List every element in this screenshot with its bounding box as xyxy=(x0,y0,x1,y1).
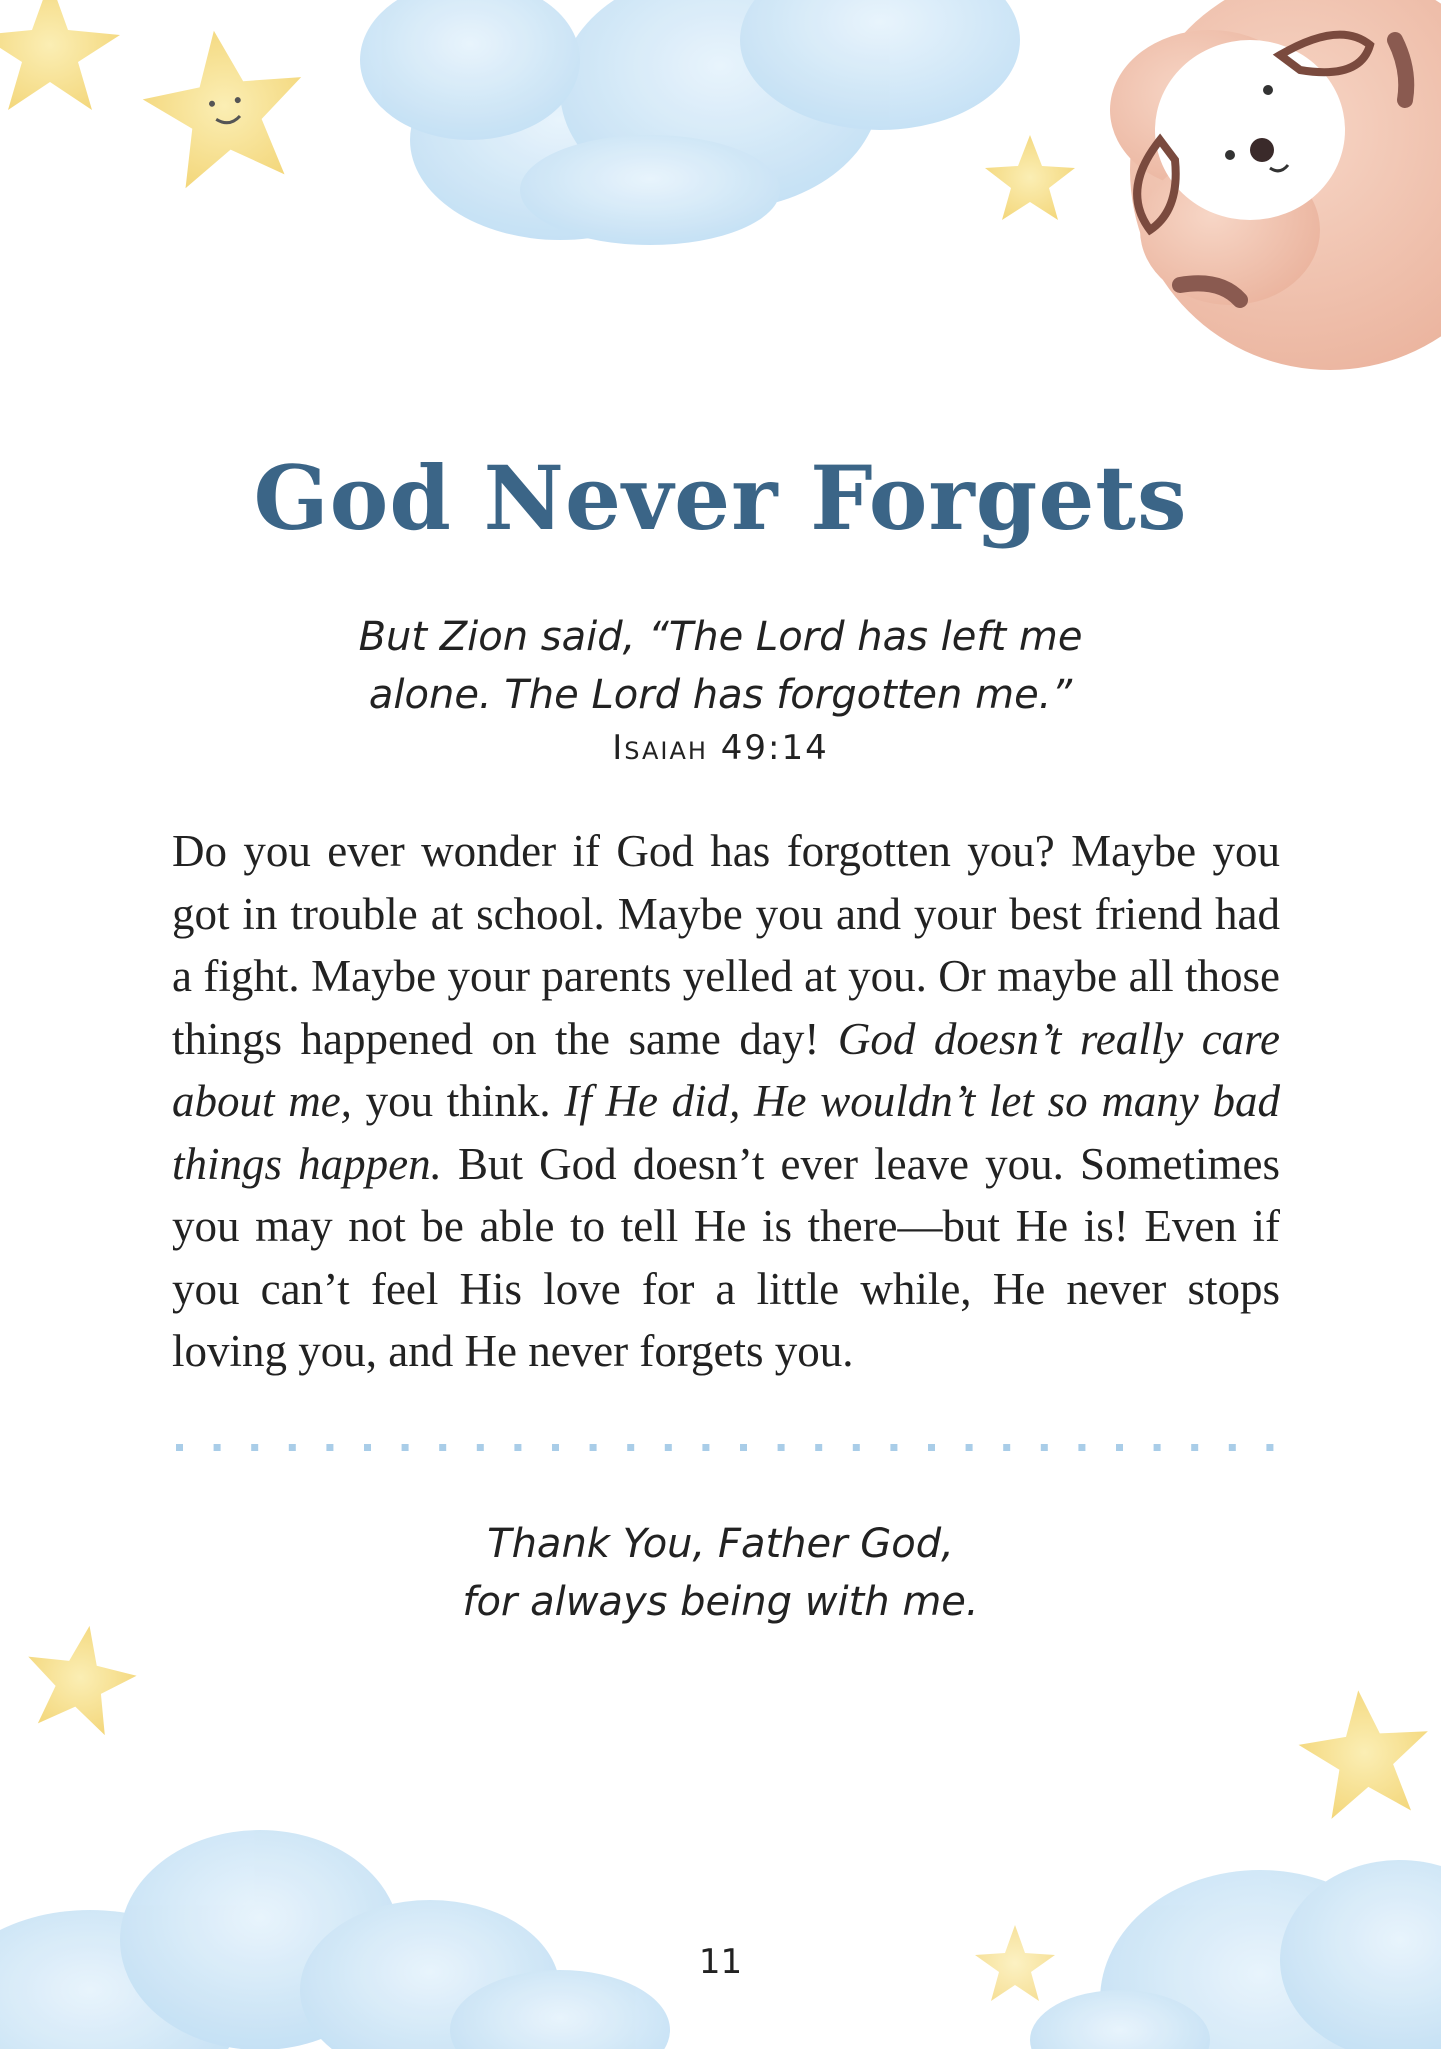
divider-dot xyxy=(1229,1444,1236,1451)
divider-dot xyxy=(251,1444,258,1451)
divider-dot xyxy=(590,1444,597,1451)
divider-dot xyxy=(890,1444,897,1451)
divider-dot xyxy=(552,1444,559,1451)
divider-dot xyxy=(477,1444,484,1451)
verse-line: alone. The Lord has forgotten me.” xyxy=(368,672,1073,718)
star-icon xyxy=(135,20,315,193)
page-number: 11 xyxy=(698,1942,743,1982)
prayer xyxy=(0,1515,1441,1631)
divider-dot xyxy=(627,1444,634,1451)
divider-dot xyxy=(1266,1444,1273,1451)
body-text: you think. xyxy=(351,1076,565,1126)
divider-dot xyxy=(326,1444,333,1451)
body-text: Do you ever wonder if God has forgotten you? Maybe you got in trouble at school. Maybe you and your best friend had a fight. Maybe your parents yelled at you. Or maybe all those things happened on the same day! xyxy=(172,826,1280,1064)
divider-dot xyxy=(402,1444,409,1451)
dotted-divider xyxy=(172,1438,1280,1458)
star-icon xyxy=(17,1616,144,1739)
lamb-icon xyxy=(1110,0,1441,370)
body-text: But God doesn’t ever leave you. Sometimes you may not be able to tell He is there—but He is! Even if you can’t feel His love for a little while, He never stops loving you, and He never forgets you. xyxy=(172,1138,1280,1376)
star-icon xyxy=(1294,1684,1436,1822)
divider-dot xyxy=(1041,1444,1048,1451)
divider-dot xyxy=(439,1444,446,1451)
divider-dot xyxy=(815,1444,822,1451)
divider-dot xyxy=(1191,1444,1198,1451)
star-icon xyxy=(985,135,1075,220)
divider-dot xyxy=(364,1444,371,1451)
divider-dot xyxy=(702,1444,709,1451)
divider-dot xyxy=(176,1444,183,1451)
scripture-verse xyxy=(0,608,1441,724)
divider-dot xyxy=(1116,1444,1123,1451)
divider-dot xyxy=(514,1444,521,1451)
divider-dot xyxy=(740,1444,747,1451)
cloud-icon xyxy=(360,0,1020,245)
body-italic-text: If He did, He wouldn’t let so many bad things happen. xyxy=(172,1076,1280,1189)
divider-dot xyxy=(853,1444,860,1451)
body-italic-text: God doesn’t really care about me, xyxy=(172,1013,1280,1126)
page-title: God Never Forgets xyxy=(253,446,1188,550)
divider-dot xyxy=(966,1444,973,1451)
cloud-icon xyxy=(0,1830,670,2049)
divider-dot xyxy=(778,1444,785,1451)
divider-dot xyxy=(214,1444,221,1451)
scripture-reference: Isaiah 49:14 xyxy=(612,728,829,768)
prayer-line: Thank You, Father God, xyxy=(487,1521,954,1567)
verse-line: But Zion said, “The Lord has left me xyxy=(358,614,1083,660)
divider-dot xyxy=(1078,1444,1085,1451)
divider-dot xyxy=(665,1444,672,1451)
divider-dot xyxy=(928,1444,935,1451)
divider-dot xyxy=(1003,1444,1010,1451)
devotional-body xyxy=(172,820,1280,1383)
divider-dot xyxy=(289,1444,296,1451)
divider-dot xyxy=(1154,1444,1161,1451)
star-icon xyxy=(0,0,120,110)
prayer-line: for always being with me. xyxy=(462,1579,979,1625)
